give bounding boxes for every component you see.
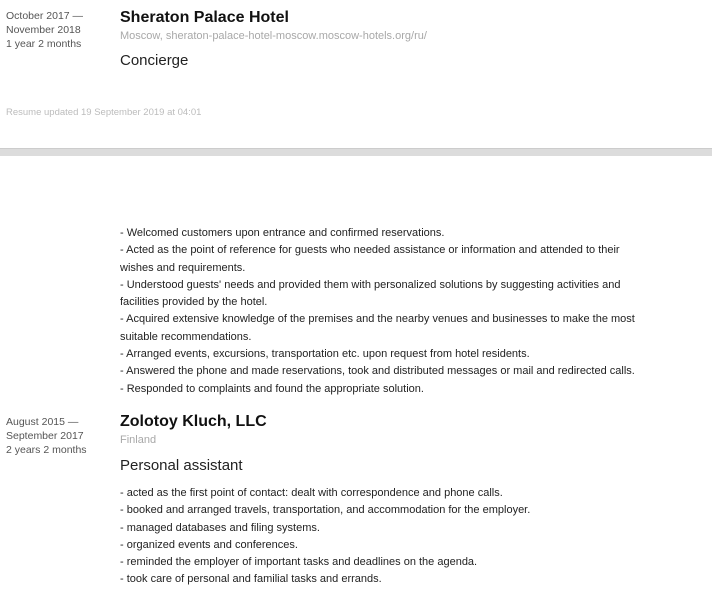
duty-line: - took care of personal and familial tasks and errands. [120, 573, 382, 586]
resume-updated-note: Resume updated 19 September 2019 at 04:01 [6, 107, 202, 118]
page-break-divider [0, 148, 712, 156]
period-duration: 2 years 2 months [6, 444, 87, 456]
duty-line: - Responded to complaints and found the appropriate solution. [120, 382, 424, 395]
duty-line: - Answered the phone and made reservations, took and distributed messages or mail and redirected calls. [120, 365, 635, 378]
company-name: Zolotoy Kluch, LLC [120, 413, 267, 430]
duty-line: - organized events and conferences. [120, 538, 298, 551]
company-location: Moscow, sheraton-palace-hotel-moscow.moscow-hotels.org/ru/ [120, 30, 427, 42]
duty-line: - reminded the employer of important tasks and deadlines on the agenda. [120, 556, 478, 569]
job-period [6, 9, 83, 51]
job-duties-list [120, 485, 680, 589]
job-duties-list [120, 225, 680, 398]
period-end: November 2018 [6, 24, 81, 36]
duty-line: - acted as the first point of contact: dealt with correspondence and phone calls. [120, 487, 503, 499]
duty-line: - Arranged events, excursions, transportation etc. upon request from hotel residents. [120, 348, 530, 361]
period-start: August 2015 — [6, 416, 79, 428]
company-name: Sheraton Palace Hotel [120, 9, 289, 26]
duty-line: - booked and arranged travels, transportation, and accommodation for the employer. [120, 504, 531, 517]
company-location: Finland [120, 434, 157, 446]
duty-line: - Acted as the point of reference for guests who needed assistance or information and attended to their [120, 244, 620, 257]
period-start: October 2017 — [6, 10, 84, 22]
job-period [6, 415, 87, 457]
period-duration: 1 year 2 months [6, 38, 82, 50]
duty-line: - managed databases and filing systems. [120, 521, 320, 534]
period-end: September 2017 [6, 430, 84, 442]
position-title: Personal assistant [120, 457, 243, 474]
duty-line: - Understood guests' needs and provided them with personalized solutions by suggesting activities and [120, 278, 621, 291]
duty-line: - Welcomed customers upon entrance and confirmed reservations. [120, 227, 445, 239]
position-title: Concierge [120, 52, 189, 69]
duty-line: wishes and requirements. [120, 261, 246, 274]
duty-line: facilities provided by the hotel. [120, 296, 268, 309]
duty-line: suitable recommendations. [120, 330, 252, 343]
duty-line: - Acquired extensive knowledge of the premises and the nearby venues and businesses to make the most [120, 313, 635, 326]
